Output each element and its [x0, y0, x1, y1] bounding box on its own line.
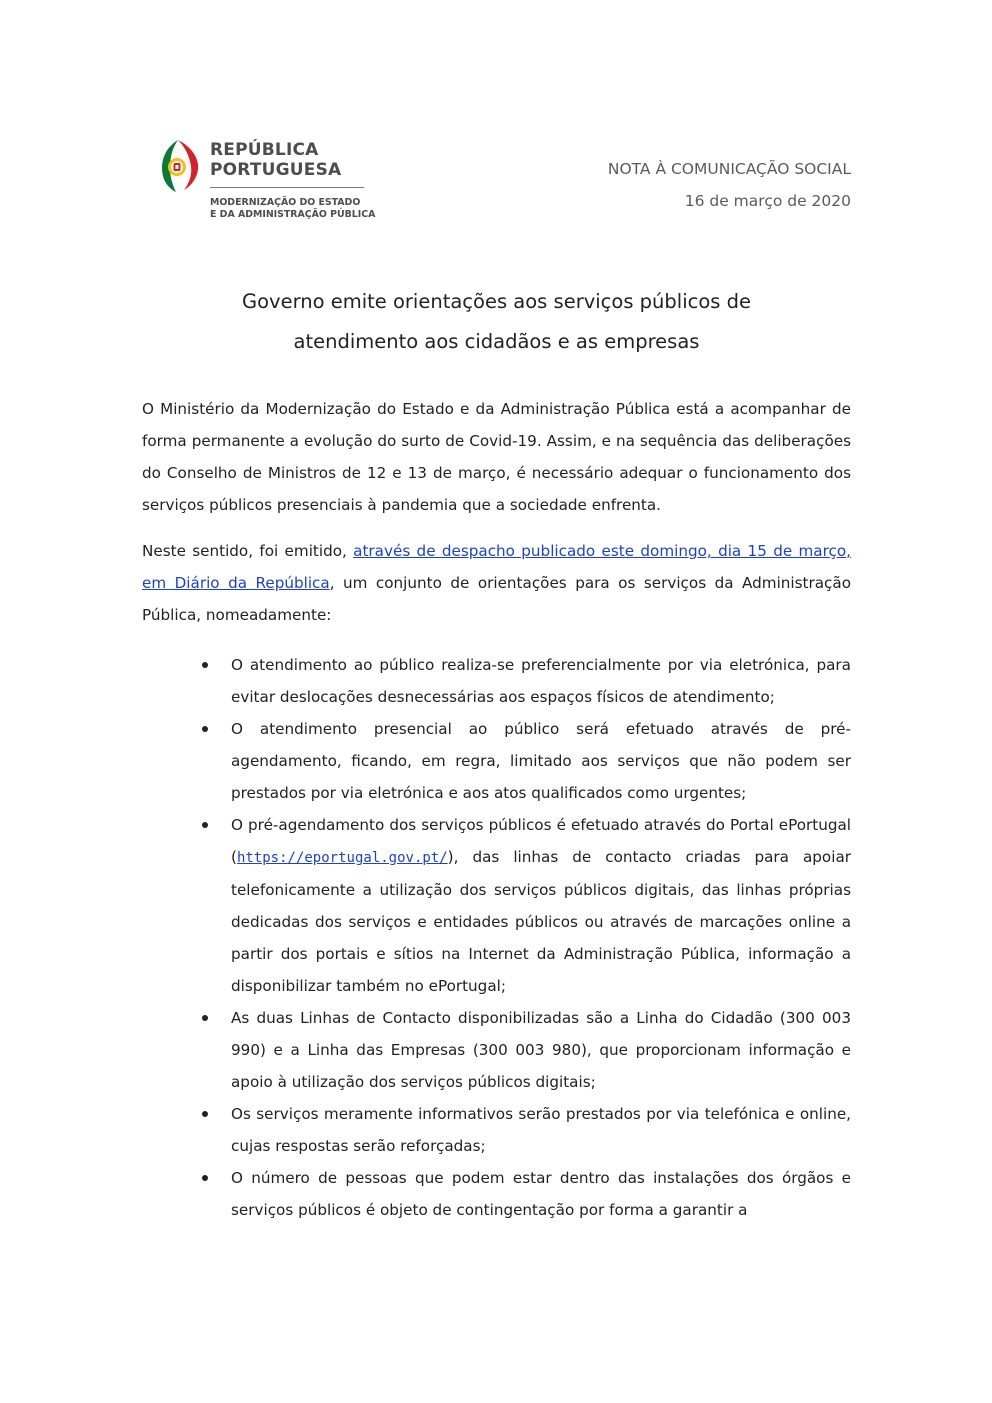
logo-title-line1: REPÚBLICA [210, 140, 319, 160]
paragraph-intro: O Ministério da Modernização do Estado e da Administração Pública está a acompanhar de forma permanente a evolução do surto de Covid-19. Assim, e na sequência das deliberações do Conselho de Ministros de 12 e 13 de março, é necessário adequar o funcionamento dos serviços públicos presenciais à pandemia que a sociedade enfrenta. [142, 400, 851, 514]
list-item [231, 1002, 851, 1098]
paragraph2-text-before: Neste sentido, foi emitido, [142, 542, 354, 560]
paragraph2-text-after: , um conjunto de orientações para os serviços da Administração Pública, nomeadamente: [142, 574, 851, 624]
list-item [231, 809, 851, 1002]
list-item [231, 713, 851, 809]
bullet-icon [202, 726, 208, 732]
republica-portuguesa-logo [160, 138, 380, 228]
list-item-text: O número de pessoas que podem estar dentro das instalações dos órgãos e serviços públicos é objeto de contingentação por forma a garantir a [231, 1169, 851, 1219]
orientations-list [142, 649, 851, 1226]
logo-sub-line1: MODERNIZAÇÃO DO ESTADO [210, 197, 361, 208]
eportugal-link[interactable]: https://eportugal.gov.pt/ [236, 850, 448, 866]
logo-title [210, 140, 341, 180]
list-item [231, 649, 851, 713]
list-item-text: O atendimento presencial ao público será efetuado através de pré-agendamento, ficando, em regra, limitado aos serviços que não podem ser prestados por via eletrónica e aos atos qualificados como urgentes; [231, 720, 851, 802]
bullet-icon [202, 822, 208, 828]
list-item-text: O atendimento ao público realiza-se preferencialmente por via eletrónica, para evitar deslocações desnecessárias aos espaços físicos de atendimento; [231, 656, 851, 706]
portuguese-flag-emblem-icon [160, 138, 200, 194]
list-item-text: Os serviços meramente informativos serão prestados por via telefónica e online, cujas respostas serão reforçadas; [231, 1105, 851, 1155]
list-item [231, 1098, 851, 1162]
document-body [142, 393, 851, 1226]
title-line2: atendimento aos cidadãos e as empresas [293, 330, 700, 353]
list-item-text-before: O pré-agendamento dos serviços públicos é efetuado através do Portal ePortugal ( [231, 816, 851, 866]
list-item [231, 1162, 851, 1226]
note-date: 16 de março de 2020 [684, 192, 851, 210]
bullet-icon [202, 1111, 208, 1117]
bullet-icon [202, 1015, 208, 1021]
logo-title-line2: PORTUGUESA [210, 160, 342, 180]
bullet-icon [202, 1175, 208, 1181]
title-line1: Governo emite orientações aos serviços públicos de [241, 290, 752, 313]
despacho-link[interactable]: através de despacho publicado este domingo, dia 15 de março, em Diário da República [142, 542, 851, 592]
list-item-text-after: ), das linhas de contacto criadas para apoiar telefonicamente a utilização dos serviços públicos digitais, das linhas próprias dedicadas dos serviços e entidades públicos ou através de marcações online a partir dos portais e sítios na Internet da Administração Pública, informação a disponibilizar também no ePortugal; [231, 848, 851, 995]
page-title [142, 282, 851, 362]
logo-subtitle [210, 197, 375, 221]
paragraph-orientations [142, 535, 851, 631]
bullet-icon [202, 662, 208, 668]
note-type: NOTA À COMUNICAÇÃO SOCIAL [607, 160, 851, 178]
list-item-text: As duas Linhas de Contacto disponibilizadas são a Linha do Cidadão (300 003 990) e a Linha das Empresas (300 003 980), que proporcionam informação e apoio à utilização dos serviços públicos digitais; [231, 1009, 851, 1091]
logo-sub-line2: E DA ADMINISTRAÇÃO PÚBLICA [210, 209, 376, 220]
press-note-header [608, 153, 851, 217]
logo-divider [210, 187, 364, 188]
